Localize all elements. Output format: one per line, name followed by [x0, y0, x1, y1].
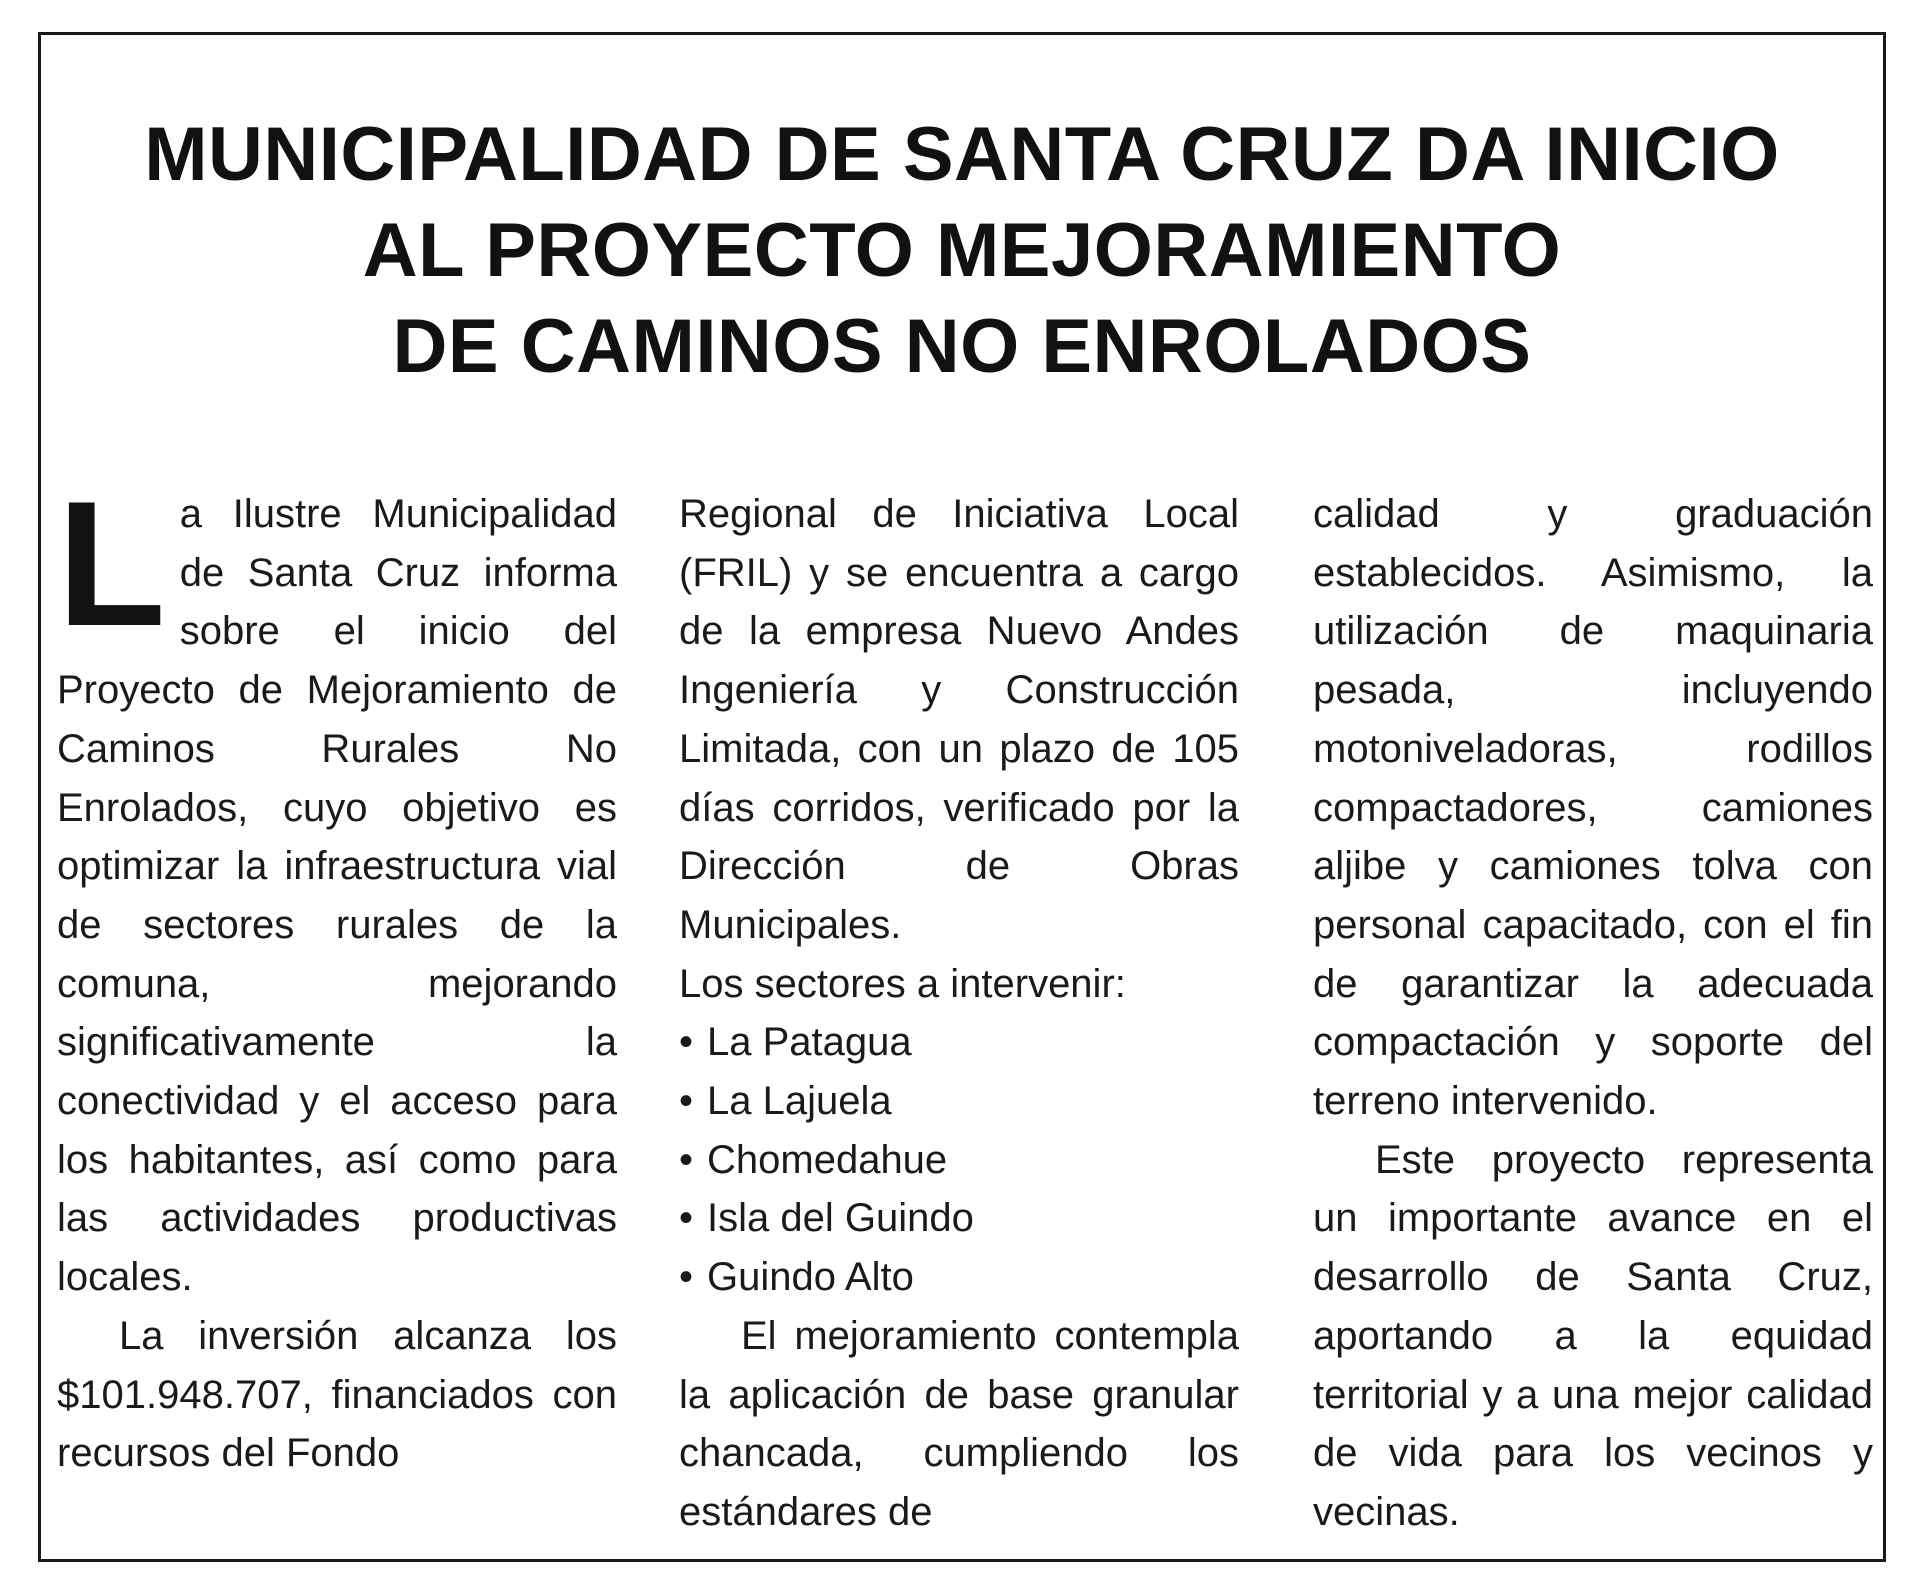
- paragraph-intro: [57, 464, 617, 1307]
- list-item: • Chomedahue: [679, 1131, 1239, 1190]
- list-item: • Guindo Alto: [679, 1248, 1239, 1307]
- bullet-icon: •: [679, 1137, 694, 1182]
- headline: [41, 107, 1883, 395]
- headline-line-2: AL PROYECTO MEJORAMIENTO: [362, 208, 1562, 293]
- sectors-intro: Los sectores a intervenir:: [679, 961, 1126, 1006]
- paragraph-intro-text: a Ilustre Municipalidad de Santa Cruz informa sobre el inicio del Proyecto de Mejoramiento de Caminos Rurales No Enrolados, cuyo objetivo es optimizar la infraestructura vial de sectores rurales de la comuna, mejorando significativamente la conectividad y el acceso para los habitantes, así como para las actividades productivas locales.: [57, 492, 617, 1300]
- headline-line-1: MUNICIPALIDAD DE SANTA CRUZ DA INICIO: [144, 112, 1780, 197]
- column-2: [679, 485, 1239, 1542]
- bullet-icon: •: [679, 1020, 694, 1065]
- headline-line-3: DE CAMINOS NO ENROLADOS: [392, 304, 1532, 389]
- paragraph-investment: La inversión alcanza los $101.948.707, financiados con recursos del Fondo: [57, 1313, 617, 1476]
- list-item: • La Lajuela: [679, 1072, 1239, 1131]
- bullet-icon: •: [679, 1196, 694, 1241]
- paragraph-improvement: El mejoramiento contempla la aplicación de base granular chancada, cumpliendo los estándares de: [679, 1313, 1239, 1534]
- bullet-icon: •: [679, 1079, 694, 1124]
- paragraph-conclusion: Este proyecto representa un importante avance en el desarrollo de Santa Cruz, aportando a la equidad territorial y a una mejor calidad de vida para los vecinos y vecinas.: [1313, 1137, 1873, 1534]
- sectors-list: [679, 1013, 1239, 1307]
- paragraph-improvement-continued: calidad y graduación establecidos. Asimismo, la utilización de maquinaria pesada, incluyendo motoniveladoras, rodillos compactadores, camiones aljibe y camiones tolva con personal capacitado, con el fin de garantizar la adecuada compactación y soporte del terreno intervenido.: [1313, 492, 1873, 1124]
- paragraph-investment-continued: Regional de Iniciativa Local (FRIL) y se encuentra a cargo de la empresa Nuevo Andes Ingeniería y Construcción Limitada, con un plazo de 105 días corridos, verificado por la Dirección de Obras Municipales.: [679, 492, 1239, 947]
- drop-cap: L: [57, 464, 166, 663]
- article-frame: [38, 32, 1886, 1562]
- column-3: [1313, 485, 1873, 1542]
- list-item: • La Patagua: [679, 1013, 1239, 1072]
- column-1: [57, 464, 617, 1483]
- list-item: • Isla del Guindo: [679, 1189, 1239, 1248]
- bullet-icon: •: [679, 1255, 694, 1300]
